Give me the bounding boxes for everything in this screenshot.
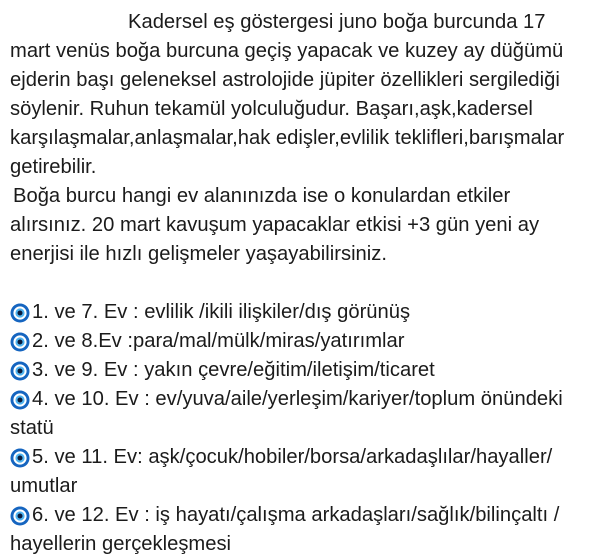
- list-item-text: 1. ve 7. Ev : evlilik /ikili ilişkiler/dış görünüş: [32, 301, 411, 323]
- nazar-eye-icon: [10, 361, 30, 381]
- paragraph-intro: [10, 8, 606, 182]
- list-item-text-continued: hayellerin gerçekleşmesi: [10, 533, 232, 555]
- list-item: [10, 385, 606, 443]
- list-item: [10, 501, 606, 559]
- paragraph-houses-intro: [10, 182, 606, 269]
- text-line: ejderin başı geleneksel astrolojide jüpiter özellikleri sergilediği: [10, 69, 560, 91]
- house-list: [10, 298, 606, 559]
- nazar-eye-icon: [10, 390, 30, 410]
- list-item: [10, 327, 606, 356]
- text-line: Kadersel eş göstergesi juno boğa burcunda 17: [128, 11, 546, 33]
- nazar-eye-icon: [10, 303, 30, 323]
- list-item-text: 4. ve 10. Ev : ev/yuva/aile/yerleşim/kariyer/toplum önündeki: [32, 388, 563, 410]
- list-item: [10, 356, 606, 385]
- text-line: mart venüs boğa burcuna geçiş yapacak ve kuzey ay düğümü: [10, 40, 564, 62]
- list-item-text: 3. ve 9. Ev : yakın çevre/eğitim/iletişim/ticaret: [32, 359, 435, 381]
- text-line: Boğa burcu hangi ev alanınızda ise o konulardan etkiler: [13, 185, 511, 207]
- text-line: alırsınız. 20 mart kavuşum yapacaklar etkisi +3 gün yeni ay: [10, 214, 540, 236]
- nazar-eye-icon: [10, 506, 30, 526]
- text-line: karşılaşmalar,anlaşmalar,hak edişler,evlilik teklifleri,barışmalar: [10, 127, 565, 149]
- text-line: enerjisi ile hızlı gelişmeler yaşayabilirsiniz.: [10, 243, 387, 265]
- nazar-eye-icon: [10, 448, 30, 468]
- text-line: getirebilir.: [10, 156, 97, 178]
- list-item: [10, 298, 606, 327]
- list-item-text: 2. ve 8.Ev :para/mal/mülk/miras/yatırımlar: [32, 330, 405, 352]
- list-item: [10, 443, 606, 501]
- list-item-text: 6. ve 12. Ev : iş hayatı/çalışma arkadaşları/sağlık/bilinçaltı /: [32, 504, 560, 526]
- nazar-eye-icon: [10, 332, 30, 352]
- spacer: [10, 269, 606, 298]
- list-item-text-continued: statü: [10, 417, 54, 439]
- list-item-text: 5. ve 11. Ev: aşk/çocuk/hobiler/borsa/arkadaşlılar/hayaller/: [32, 446, 553, 468]
- text-line: söylenir. Ruhun tekamül yolculuğudur. Başarı,aşk,kadersel: [10, 98, 533, 120]
- list-item-text-continued: umutlar: [10, 475, 78, 497]
